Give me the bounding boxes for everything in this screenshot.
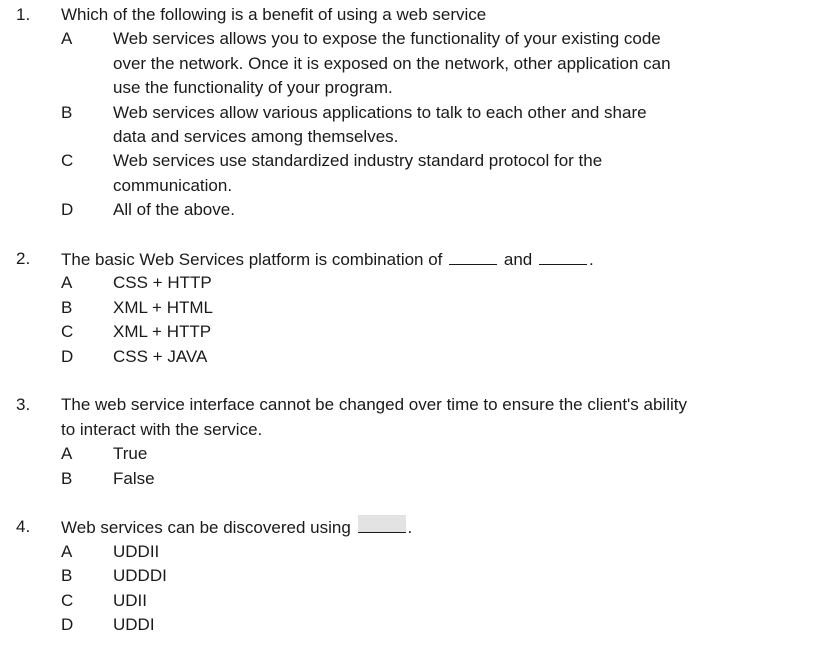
- option-text: UDII: [113, 590, 147, 610]
- option-text: UDDII: [113, 541, 160, 561]
- option-b: [0, 467, 823, 491]
- option-text: False: [113, 468, 155, 488]
- option-letter: A: [61, 273, 73, 293]
- option-letter: D: [61, 615, 74, 635]
- spacer: [0, 223, 823, 247]
- question-text: [61, 247, 594, 272]
- option-a: [0, 27, 823, 100]
- option-letter: B: [61, 566, 73, 586]
- question-text: [61, 515, 412, 540]
- option-letter: B: [61, 102, 73, 122]
- answer-blank: [449, 247, 497, 265]
- question-text-before: Web services can be discovered using: [61, 518, 351, 538]
- option-text: XML + HTTP: [113, 322, 212, 342]
- question-text-middle: and: [503, 250, 533, 270]
- option-text: Web services use standardized industry standard protocol for the communication.: [113, 151, 603, 195]
- question-text: Which of the following is a benefit of using a web service: [61, 5, 487, 24]
- option-text: UDDI: [113, 615, 155, 635]
- option-letter: A: [61, 29, 73, 49]
- option-letter: B: [61, 468, 73, 488]
- question-number: 3.: [16, 395, 31, 415]
- option-b: [0, 296, 823, 320]
- option-text: Web services allow various applications to talk to each other and share data and services among themselves.: [113, 102, 647, 147]
- question-text-before: The basic Web Services platform is combination of: [61, 250, 443, 270]
- answer-blank: [539, 247, 587, 265]
- option-text: True: [113, 444, 148, 464]
- option-text: XML + HTML: [113, 297, 213, 317]
- question-2: [0, 247, 823, 369]
- question-4: [0, 515, 823, 637]
- question-1: [0, 3, 823, 223]
- option-c: [0, 149, 823, 198]
- option-letter: A: [61, 444, 73, 464]
- option-letter: C: [61, 151, 74, 171]
- question-text-after: .: [588, 250, 594, 270]
- option-text: UDDDI: [113, 566, 167, 586]
- quiz-document: [0, 3, 823, 637]
- option-d: [0, 198, 823, 222]
- question-number: 2.: [16, 249, 31, 269]
- option-text: CSS + HTTP: [113, 273, 212, 293]
- option-text: CSS + JAVA: [113, 346, 208, 366]
- answer-blank[interactable]: [358, 515, 406, 533]
- option-a: [0, 442, 823, 466]
- option-d: [0, 345, 823, 369]
- question-text: The web service interface cannot be changed over time to ensure the client's ability to interact with the service.: [61, 395, 687, 439]
- option-letter: D: [61, 346, 74, 366]
- option-letter: A: [61, 541, 73, 561]
- option-text: All of the above.: [113, 200, 235, 220]
- question-text-after: .: [407, 518, 413, 538]
- option-b: [0, 564, 823, 588]
- option-c: [0, 589, 823, 613]
- option-letter: C: [61, 322, 74, 342]
- option-text: Web services allows you to expose the functionality of your existing code over the network. Once it is exposed on the network, other application can use the functionality of your program.: [113, 29, 671, 98]
- option-b: [0, 101, 823, 150]
- option-a: [0, 271, 823, 295]
- question-number: 1.: [16, 5, 31, 24]
- option-letter: D: [61, 200, 74, 220]
- option-a: [0, 540, 823, 564]
- spacer: [0, 369, 823, 393]
- option-c: [0, 320, 823, 344]
- question-3: [0, 393, 823, 491]
- question-number: 4.: [16, 517, 31, 537]
- option-d: [0, 613, 823, 637]
- option-letter: B: [61, 297, 73, 317]
- spacer: [0, 491, 823, 515]
- option-letter: C: [61, 590, 74, 610]
